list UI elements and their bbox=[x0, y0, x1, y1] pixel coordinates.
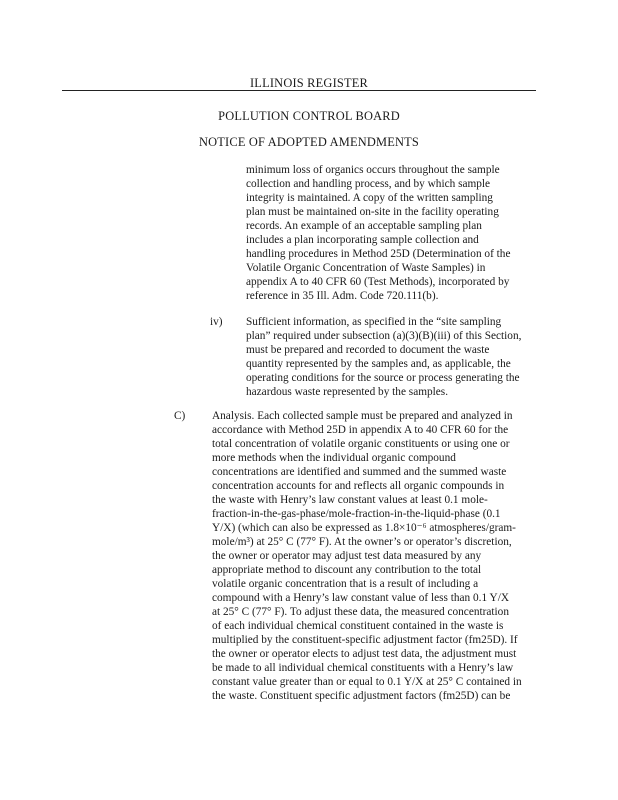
text-line: quantity represented by the samples and, as applicable, the bbox=[246, 358, 511, 370]
text-line: concentrations are identified and summed and the summed waste bbox=[212, 466, 507, 478]
text-line: mole/m³) at 25° C (77° F). At the owner’s or operator’s discretion, bbox=[212, 536, 512, 548]
text-line: Volatile Organic Concentration of Waste Samples) in bbox=[246, 262, 486, 274]
text-line: the owner or operator elects to adjust test data, the adjustment must bbox=[212, 648, 517, 660]
notice-title: NOTICE OF ADOPTED AMENDMENTS bbox=[198, 135, 420, 149]
text-line: appropriate method to discount any contribution to the total bbox=[212, 564, 482, 576]
text-line: be made to all individual chemical constituents with a Henry’s law bbox=[212, 662, 514, 674]
text-line: hazardous waste represented by the samples. bbox=[246, 386, 449, 398]
text-line: constant value greater than or equal to 0.1 Y/X at 25° C contained in bbox=[212, 676, 522, 688]
text-line: plan must be maintained on-site in the facility operating bbox=[246, 206, 499, 218]
text-line: total concentration of volatile organic constituents or using one or bbox=[212, 438, 510, 450]
text-line: fraction-in-the-gas-phase/mole-fraction-in-the-liquid-phase (0.1 bbox=[212, 508, 501, 520]
text-line: volatile organic concentration that is a result of including a bbox=[212, 578, 479, 590]
text-line: appendix A to 40 CFR 60 (Test Methods), incorporated by bbox=[246, 276, 510, 288]
text-line: multiplied by the constituent-specific adjustment factor (fm25D). If bbox=[212, 634, 518, 646]
board-title: POLLUTION CONTROL BOARD bbox=[218, 109, 400, 123]
item-iv-marker: iv) bbox=[210, 316, 223, 328]
text-line: compound with a Henry’s law constant value of less than 0.1 Y/X bbox=[212, 592, 510, 604]
text-line: records. An example of an acceptable sampling plan bbox=[246, 220, 482, 232]
text-line: of each individual chemical constituent contained in the waste is bbox=[212, 620, 504, 632]
header-rule bbox=[62, 90, 536, 91]
text-line: must be prepared and recorded to document the waste bbox=[246, 344, 490, 356]
text-line: at 25° C (77° F). To adjust these data, the measured concentration bbox=[212, 606, 509, 618]
text-line: Analysis. Each collected sample must be prepared and analyzed in bbox=[212, 410, 513, 422]
text-line: includes a plan incorporating sample collection and bbox=[246, 234, 479, 246]
item-c-marker: C) bbox=[174, 410, 186, 422]
register-title: ILLINOIS REGISTER bbox=[249, 76, 368, 90]
text-line: reference in 35 Ill. Adm. Code 720.111(b). bbox=[246, 290, 439, 302]
text-line: the waste with Henry’s law constant values at least 0.1 mole- bbox=[212, 494, 488, 506]
text-line: the waste. Constituent specific adjustment factors (fm25D) can be bbox=[212, 690, 511, 702]
text-line: minimum loss of organics occurs throughout the sample bbox=[246, 164, 500, 176]
text-line: handling procedures in Method 25D (Determination of the bbox=[246, 248, 511, 260]
text-line: the owner or operator may adjust test data measured by any bbox=[212, 550, 482, 562]
text-line: Y/X) (which can also be expressed as 1.8×10⁻⁶ atmospheres/gram- bbox=[212, 522, 516, 534]
text-line: collection and handling process, and by which sample bbox=[246, 178, 491, 190]
text-line: operating conditions for the source or process generating the bbox=[246, 372, 520, 384]
text-line: Sufficient information, as specified in the “site sampling bbox=[246, 316, 502, 328]
text-line: plan” required under subsection (a)(3)(B)(iii) of this Section, bbox=[246, 330, 522, 342]
text-line: concentration accounts for and reflects all organic compounds in bbox=[212, 480, 505, 492]
text-line: accordance with Method 25D in appendix A to 40 CFR 60 for the bbox=[212, 424, 509, 436]
text-line: integrity is maintained. A copy of the written sampling bbox=[246, 192, 493, 204]
text-line: more methods when the individual organic compound bbox=[212, 452, 456, 464]
